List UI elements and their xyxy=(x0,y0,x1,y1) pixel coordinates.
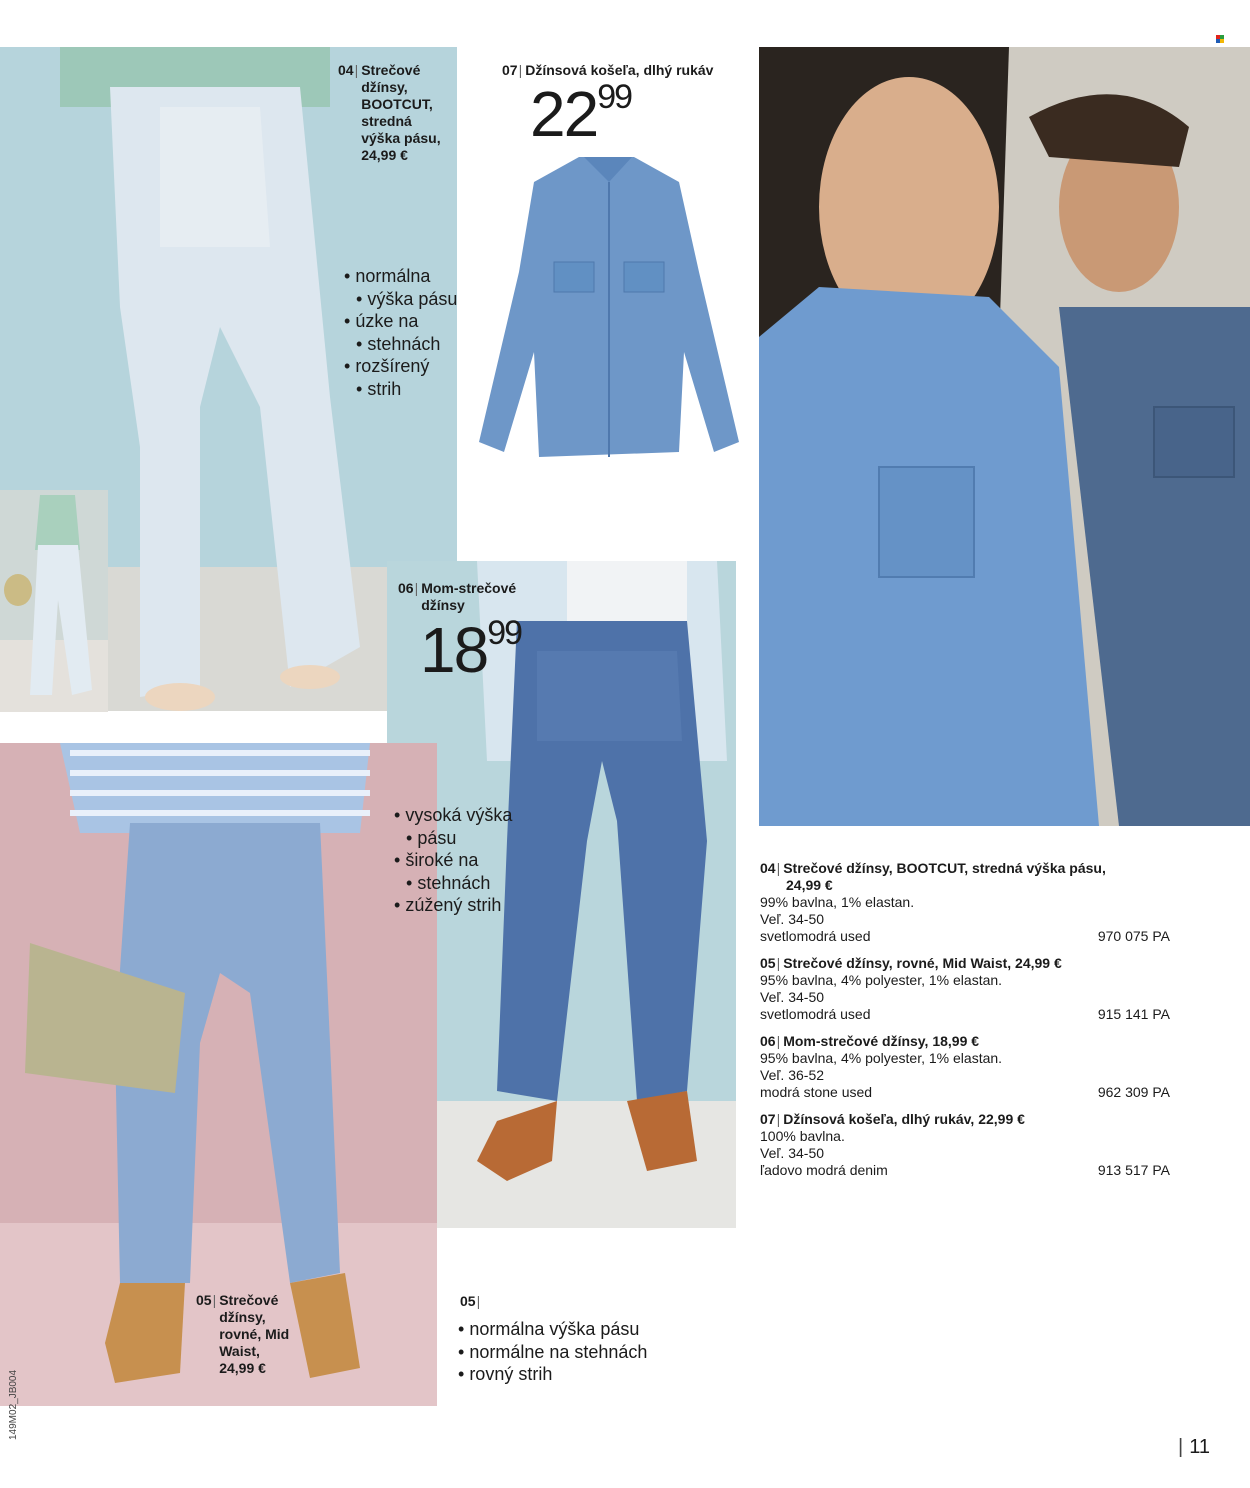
label-06-line: Mom-strečové xyxy=(421,580,517,596)
bullet-line: • úzke na xyxy=(344,310,457,333)
catalog-code: 149M02_JB004 xyxy=(8,1369,19,1440)
spec-07-code: 913 517 PA xyxy=(1097,1162,1170,1178)
spec-06-code: 962 309 PA xyxy=(1097,1084,1170,1100)
bullet-line: • normálna xyxy=(344,265,457,288)
label-item-05b: 05| xyxy=(460,1293,481,1309)
label-05b-num: 05 xyxy=(460,1293,476,1309)
bullet-line: • stehnách xyxy=(344,333,457,356)
bullet-line: • zúžený strih xyxy=(394,894,512,917)
spec-block-04: 04| Strečové džínsy, BOOTCUT, stredná výška pásu, 24,99 € 99% bavlna, 1% elastan. Veľ. 34-50 svetlomodrá used 970 075 PA xyxy=(760,860,1170,944)
photo-denim-shirt xyxy=(474,152,742,470)
label-05-line: 24,99 € xyxy=(219,1360,266,1376)
price-07-main: 22 xyxy=(530,78,598,150)
bullet-line: • vysoká výška xyxy=(394,804,512,827)
spec-block-06: 06| Mom-strečové džínsy, 18,99 € 95% bavlna, 4% polyester, 1% elastan. Veľ. 36-52 modrá stone used 962 309 PA xyxy=(760,1033,1170,1100)
price-06-main: 18 xyxy=(420,614,488,686)
spec-06-material: 95% bavlna, 4% polyester, 1% elastan. xyxy=(760,1050,1003,1066)
bullet-line: • pásu xyxy=(394,827,512,850)
page-number-value: 11 xyxy=(1189,1436,1210,1458)
spec-block-07: 07| Džínsová košeľa, dlhý rukáv, 22,99 € 100% bavlna. Veľ. 34-50 ľadovo modrá denim 913 517 PA xyxy=(760,1111,1170,1178)
spec-04-color: svetlomodrá used xyxy=(760,928,871,944)
brand-logo xyxy=(1216,30,1224,38)
spec-05-material: 95% bavlna, 4% polyester, 1% elastan. xyxy=(760,972,1003,988)
spec-list xyxy=(760,860,1170,1189)
spec-05-num: 05 xyxy=(760,955,776,971)
spec-04-num: 04 xyxy=(760,860,776,876)
price-item-07 xyxy=(530,78,632,150)
label-04-line: Strečové xyxy=(361,62,421,78)
spec-04-material: 99% bavlna, 1% elastan. xyxy=(760,894,915,910)
spec-05-code: 915 141 PA xyxy=(1097,1006,1170,1022)
label-07-num: 07 xyxy=(502,62,518,78)
label-item-07: 07| Džínsová košeľa, dlhý rukáv xyxy=(502,62,714,78)
spec-04-size: Veľ. 34-50 xyxy=(760,911,825,927)
bullets-item-06 xyxy=(394,804,512,917)
label-04-line: džínsy, xyxy=(361,79,408,95)
spec-07-title: Džínsová košeľa, dlhý rukáv, 22,99 € xyxy=(783,1111,1025,1127)
spec-06-title: Mom-strečové džínsy, 18,99 € xyxy=(783,1033,980,1049)
spec-04-title2: 24,99 € xyxy=(786,877,833,893)
spec-07-num: 07 xyxy=(760,1111,776,1127)
spec-04-code: 970 075 PA xyxy=(1097,928,1170,944)
label-04-line: výška pásu, xyxy=(361,130,441,146)
label-item-05: 05 | Strečové džínsy, rovné, Mid Waist, 24,99 € xyxy=(196,1292,290,1376)
label-04-line: stredná xyxy=(361,113,412,129)
bullet-line: • normálna výška pásu xyxy=(458,1318,647,1341)
bullets-item-05 xyxy=(458,1318,647,1386)
price-06-cents: 99 xyxy=(487,614,522,652)
spec-block-05: 05| Strečové džínsy, rovné, Mid Waist, 24,99 € 95% bavlna, 4% polyester, 1% elastan. Veľ. 34-50 svetlomodrá used 915 141 PA xyxy=(760,955,1170,1022)
label-05-line: rovné, Mid xyxy=(219,1326,290,1342)
bullet-line: • rovný strih xyxy=(458,1363,647,1386)
spec-07-size: Veľ. 34-50 xyxy=(760,1145,825,1161)
bullet-line: • stehnách xyxy=(394,872,512,895)
label-05-line: Waist, xyxy=(219,1343,260,1359)
photo-bootcut-inset xyxy=(0,490,108,712)
bullet-line: • normálne na stehnách xyxy=(458,1341,647,1364)
spec-07-color: ľadovo modrá denim xyxy=(760,1162,888,1178)
spec-05-color: svetlomodrá used xyxy=(760,1006,871,1022)
page-number: | 11 xyxy=(1178,1436,1210,1458)
label-item-06: 06 | Mom-strečové džínsy xyxy=(398,580,517,613)
label-07-text: Džínsová košeľa, dlhý rukáv xyxy=(525,62,714,78)
bullet-line: • široké na xyxy=(394,849,512,872)
spec-06-size: Veľ. 36-52 xyxy=(760,1067,825,1083)
spec-06-color: modrá stone used xyxy=(760,1084,873,1100)
label-item-04: 04 | Strečové džínsy, BOOTCUT, stredná výška pásu, 24,99 € xyxy=(338,62,441,163)
price-item-06 xyxy=(420,614,522,686)
spec-05-title: Strečové džínsy, rovné, Mid Waist, 24,99 € xyxy=(783,955,1062,971)
label-05-line: džínsy, xyxy=(219,1309,266,1325)
bullet-line: • výška pásu xyxy=(344,288,457,311)
bullet-line: • rozšírený xyxy=(344,355,457,378)
spec-04-title: Strečové džínsy, BOOTCUT, stredná výška pásu, xyxy=(783,860,1106,876)
label-05-line: Strečové xyxy=(219,1292,279,1308)
photo-models-denim xyxy=(759,47,1250,826)
spec-06-num: 06 xyxy=(760,1033,776,1049)
label-06-line: džínsy xyxy=(421,597,465,613)
spec-05-size: Veľ. 34-50 xyxy=(760,989,825,1005)
bullet-line: • strih xyxy=(344,378,457,401)
spec-07-material: 100% bavlna. xyxy=(760,1128,845,1144)
label-05-num: 05 xyxy=(196,1292,212,1308)
label-04-line: BOOTCUT, xyxy=(361,96,433,112)
label-04-num: 04 xyxy=(338,62,354,78)
price-07-cents: 99 xyxy=(597,78,632,116)
label-04-line: 24,99 € xyxy=(361,147,408,163)
bullets-item-04 xyxy=(344,265,457,400)
label-06-num: 06 xyxy=(398,580,414,596)
